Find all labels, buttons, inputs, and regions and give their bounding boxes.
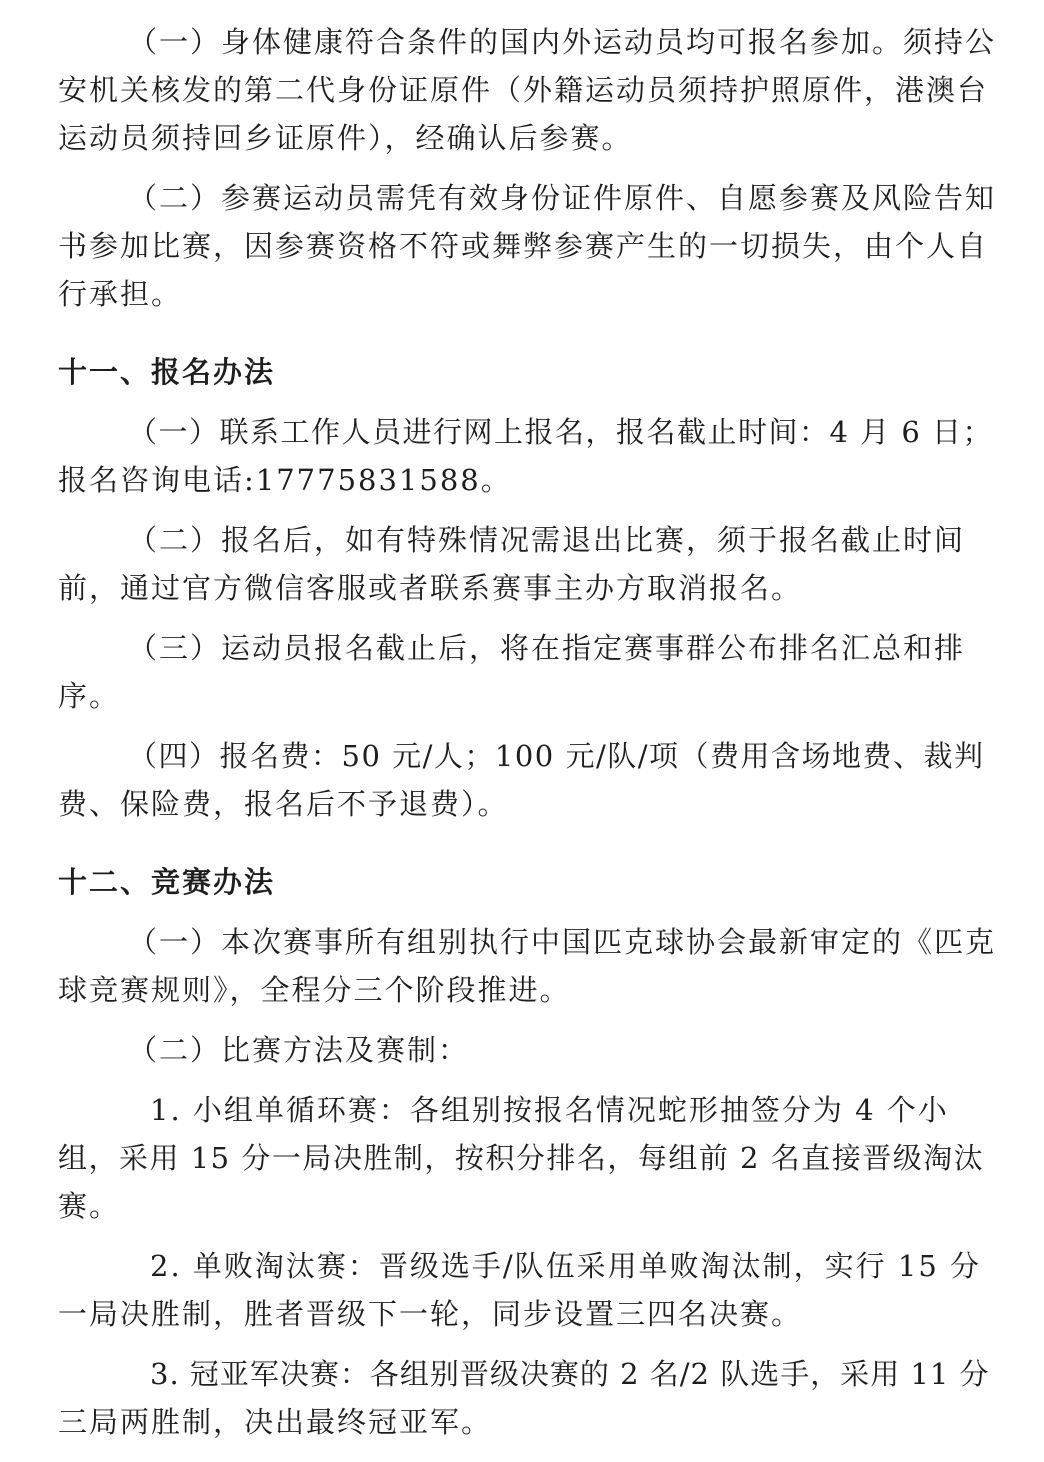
- registration-item-1-line-1: （一）联系工作人员进行网上报名，报名截止时间：4 月 6 日；: [128, 415, 994, 449]
- competition-item-1-line-2: 球竞赛规则》，全程分三个阶段推进。: [58, 973, 571, 1007]
- eligibility-item-2-line-1: （二）参赛运动员需凭有效身份证件原件、自愿参赛及风险告知: [128, 181, 997, 215]
- eligibility-item-2-line-3: 行承担。: [58, 277, 183, 311]
- format-stage-1-line-1: 1. 小组单循环赛：各组别按报名情况蛇形抽签分为 4 个小: [150, 1093, 949, 1127]
- eligibility-item-1-line-1: （一）身体健康符合条件的国内外运动员均可报名参加。须持公: [128, 25, 997, 59]
- registration-item-1-line-2: 报名咨询电话:17775831588。: [58, 463, 512, 497]
- eligibility-item-2-line-2: 书参加比赛，因参赛资格不符或舞弊参赛产生的一切损失，由个人自: [58, 229, 989, 263]
- registration-item-4-line-2: 费、保险费，报名后不予退费）。: [58, 787, 509, 821]
- format-stage-1-line-2: 组，采用 15 分一局决胜制，按积分排名，每组前 2 名直接晋级淘汰: [58, 1141, 985, 1175]
- format-stage-3-line-1: 3. 冠亚军决赛：各组别晋级决赛的 2 名/2 队选手，采用 11 分: [150, 1357, 990, 1391]
- section-heading-registration: 十一、报名办法: [58, 355, 276, 389]
- format-stage-2-line-1: 2. 单败淘汰赛：晋级选手/队伍采用单败淘汰制，实行 15 分: [150, 1249, 981, 1283]
- registration-item-2-line-1: （二）报名后，如有特殊情况需退出比赛，须于报名截止时间: [128, 523, 966, 557]
- competition-item-1-line-1: （一）本次赛事所有组别执行中国匹克球协会最新审定的《匹克: [128, 925, 997, 959]
- registration-item-3-line-2: 序。: [58, 679, 121, 713]
- registration-item-3-line-1: （三）运动员报名截止后，将在指定赛事群公布排名汇总和排: [128, 631, 966, 665]
- format-stage-2-line-2: 一局决胜制，胜者晋级下一轮，同步设置三四名决赛。: [58, 1297, 803, 1331]
- eligibility-item-1-line-3: 运动员须持回乡证原件），经确认后参赛。: [58, 121, 633, 155]
- registration-item-2-line-2: 前，通过官方微信客服或者联系赛事主办方取消报名。: [58, 571, 803, 605]
- format-stage-3-line-2: 三局两胜制，决出最终冠亚军。: [58, 1405, 493, 1439]
- format-stage-1-line-3: 赛。: [58, 1189, 121, 1223]
- eligibility-item-1-line-2: 安机关核发的第二代身份证原件（外籍运动员须持护照原件，港澳台: [58, 73, 989, 107]
- section-heading-competition: 十二、竞赛办法: [58, 865, 276, 899]
- competition-item-2-line-1: （二）比赛方法及赛制：: [128, 1033, 470, 1067]
- registration-item-4-line-1: （四）报名费：50 元/人；100 元/队/项（费用含场地费、裁判: [128, 739, 985, 773]
